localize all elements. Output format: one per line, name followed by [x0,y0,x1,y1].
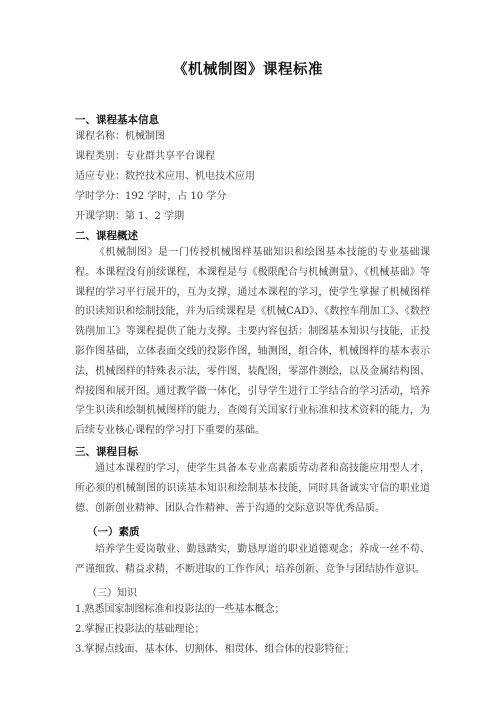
subsection-heading-knowledge: （三）知识 [87,588,137,599]
document-title: 《机械制图》课程标准 [173,62,323,78]
knowledge-item-3: 3.掌握点线面、基本体、切割体、相贯体、组合体的投影特征； [75,644,355,655]
info-line-semester: 开课学期：第 1、2 学期 [75,211,185,222]
knowledge-item-1: 1.熟悉国家制图标准和投影法的一些基本概念； [75,604,285,615]
subsection-heading-quality: （一）素质 [87,526,140,538]
info-line-majors: 适应专业：数控技术应用、机电技术应用 [75,171,255,182]
objectives-paragraph: 通过本课程的学习，使学生具备本专业高素质劳动者和高技能应用型人才，所必须的机械制图的识读基本知识和绘制基本技能，同时具备诚实守信的职业道德、创新创业精神、团队合作精神、善于沟通的交际意识等优秀品质。 [75,463,430,514]
info-line-course-name: 课程名称：机械制图 [75,131,165,142]
section-heading-basic-info: 一、课程基本信息 [75,114,159,126]
overview-paragraph: 《机械制图》是一门传授机械图样基础知识和绘图基本技能的专业基础课程。本课程没有前续课程，本课程是与《极限配合与机械测量》、《机械基础》等课程的学习平行展开的，互为支撑，通过本课程的学习，使学生掌握了机械图样的识读知识和绘制技能，并为后续课程是《机械CAD》、《数控车削加工》、《数控铣削加工》等课程提供了能力支撑。主要内容包括：制图基本知识与技能，正投影作图基础，立体表面交线的投影作图，轴测图，组合体，机械图样的基本表示法，机械图样的特殊表示法，零件图，装配图，零部件测绘，以及金属结构图、焊接图和展开图。通过教学做一体化，引导学生进行工学结合的学习活动，培养学生识读和绘制机械图样的能力，查阅有关国家行业标准和技术资料的能力，为后续专业核心课程的学习打下重要的基础。 [75,247,430,437]
section-heading-overview: 二、课程概述 [75,230,138,242]
info-line-hours-credits: 学时学分：192 学时，占 10 学分 [75,191,227,202]
section-heading-objectives: 三、课程目标 [75,446,138,458]
knowledge-item-2: 2.掌握正投影法的基础理论； [75,624,205,635]
quality-paragraph: 培养学生爱岗敬业、勤恳踏实，勤恳厚道的职业道德观念；养成一丝不苟、严谨细致、精益求精，不断进取的工作作风；培养创新、竞争与团结协作意识。 [75,544,430,575]
info-line-course-type: 课程类别：专业群共享平台课程 [75,151,215,162]
